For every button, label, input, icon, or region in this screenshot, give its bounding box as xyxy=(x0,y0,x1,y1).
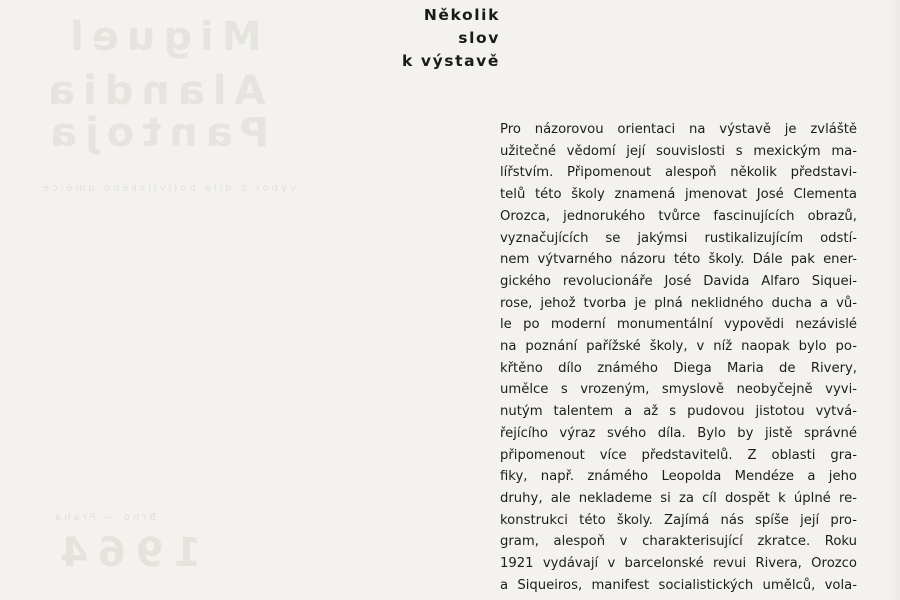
text-line: gického revolucionáře José Davida Alfaro Siqueі- xyxy=(500,273,857,289)
page-title xyxy=(402,4,500,73)
text-line: na poznání pařížské školy, v níž naopak bylo po- xyxy=(500,339,857,355)
text-line: nutým talentem a až s pudovou jistotou vytvá- xyxy=(500,404,857,420)
show-through-place: Brno — Praha xyxy=(52,512,157,523)
text-line: gram, alespoň v charakterisující zkratce. Roku xyxy=(500,534,857,550)
show-through-name-2: Alandia xyxy=(40,68,266,114)
body-paragraph xyxy=(500,119,857,596)
page-edge-shadow xyxy=(886,0,900,600)
text-line: 1921 vydávají v barcelonské revui Rivera, Orozco xyxy=(500,556,857,572)
text-line: a Siqueiros, manifest socialistických umělců, vola- xyxy=(500,577,857,593)
text-line: křtěno dílo známého Diega Maria de Rivery, xyxy=(500,360,857,376)
show-through-subtitle: výbor z díla bolívijského umělce xyxy=(40,183,296,194)
text-line: užitečné vědomí její souvislosti s mexickým ma- xyxy=(500,143,857,159)
text-line: Orozca, jednorukého tvůrce fascinujících obrazů, xyxy=(500,208,857,224)
show-through-name-1: Miguel xyxy=(62,14,262,60)
show-through-name-3: Pantoja xyxy=(42,110,270,156)
text-line: rose, jehož tvorba je plná neklidného ducha a vů- xyxy=(500,295,857,311)
text-line: nem výtvarného názoru této školy. Dále pak ener- xyxy=(500,252,857,268)
text-line: připomenout více představitelů. Z oblasti gra- xyxy=(500,447,857,463)
text-line: Pro názorovou orientaci na výstavě je zvláště xyxy=(500,122,857,137)
text-line: lířstvím. Připomenout alespoň několik představi- xyxy=(500,165,857,181)
text-line: vyznačujících se jakýmsi rustikalizujícím odstí- xyxy=(500,230,857,246)
title-line-2: slov xyxy=(458,29,500,47)
show-through-year: 1964 xyxy=(50,530,202,576)
text-line: le po moderní monumentální vypovědi nezávislé xyxy=(500,317,857,333)
title-line-1: Několik xyxy=(423,6,500,24)
text-line: řejícího výraz svého díla. Bylo by jistě správné xyxy=(500,425,857,441)
text-line: druhy, ale neklademe si za cíl dospět k úplné re- xyxy=(500,490,857,506)
text-line: fiky, např. známého Leopolda Mendéze a jeho xyxy=(500,469,857,485)
text-line: konstrukci této školy. Zajímá nás spíše její pro- xyxy=(500,512,857,528)
text-line: umělce s vrozeným, smyslově neobyčejně vyvi- xyxy=(500,382,857,398)
text-line: telů této školy znamená jmenovat José Clementa xyxy=(500,187,857,203)
title-line-3: k výstavě xyxy=(401,52,500,70)
